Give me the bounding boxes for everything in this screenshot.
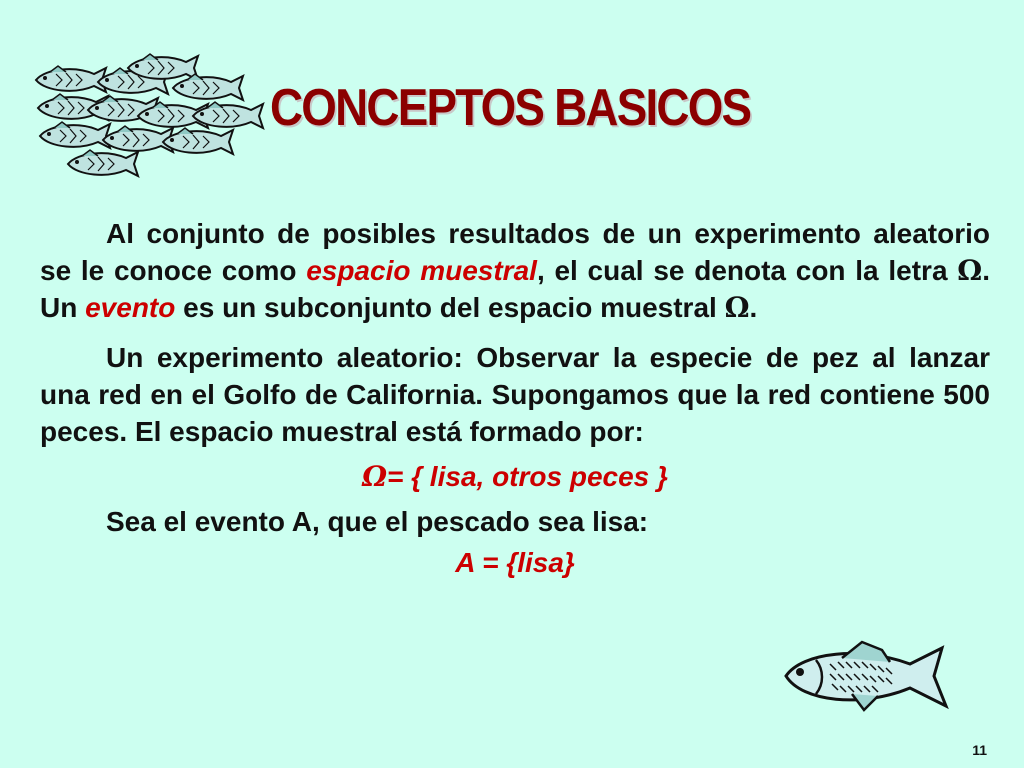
fish-icon — [782, 640, 962, 715]
page-number: 11 — [972, 742, 987, 758]
definition-text-5: . — [749, 292, 758, 323]
event-line — [40, 503, 990, 540]
omega-symbol: Ω — [724, 291, 750, 324]
example-text: Un experimento aleatorio: Observar la especie de pez al lanzar una red en el Golfo de California. Supongamos que la red contiene 500 peces. El espacio muestral está formado por: — [40, 342, 990, 447]
omega-symbol: Ω — [362, 460, 387, 493]
event-line-text: Sea el evento A, que el pescado sea lisa: — [106, 506, 649, 537]
term-espacio-muestral: espacio muestral — [306, 255, 537, 286]
fish-school-icon — [28, 48, 268, 188]
definition-text-2: , el cual se denota con la letra — [536, 255, 958, 286]
paragraph-example — [40, 339, 990, 450]
definition-text-1: Al conjunto de posibles resultados de un experimento aleatorio se le conoce como — [40, 218, 990, 286]
omega-symbol: Ω — [957, 254, 983, 287]
definition-text-4: es un subconjunto del espacio muestral — [175, 292, 725, 323]
paragraph-definition — [40, 215, 990, 326]
sample-space-formula — [40, 458, 990, 495]
definition-text-3: . Un — [40, 255, 990, 323]
slide-title: CONCEPTOS BASICOS — [270, 79, 751, 137]
event-definition: A = {lisa} — [455, 547, 575, 578]
term-evento: evento — [85, 292, 176, 323]
slide-body — [40, 215, 990, 581]
sample-space-text: = { lisa, otros peces } — [387, 461, 668, 492]
